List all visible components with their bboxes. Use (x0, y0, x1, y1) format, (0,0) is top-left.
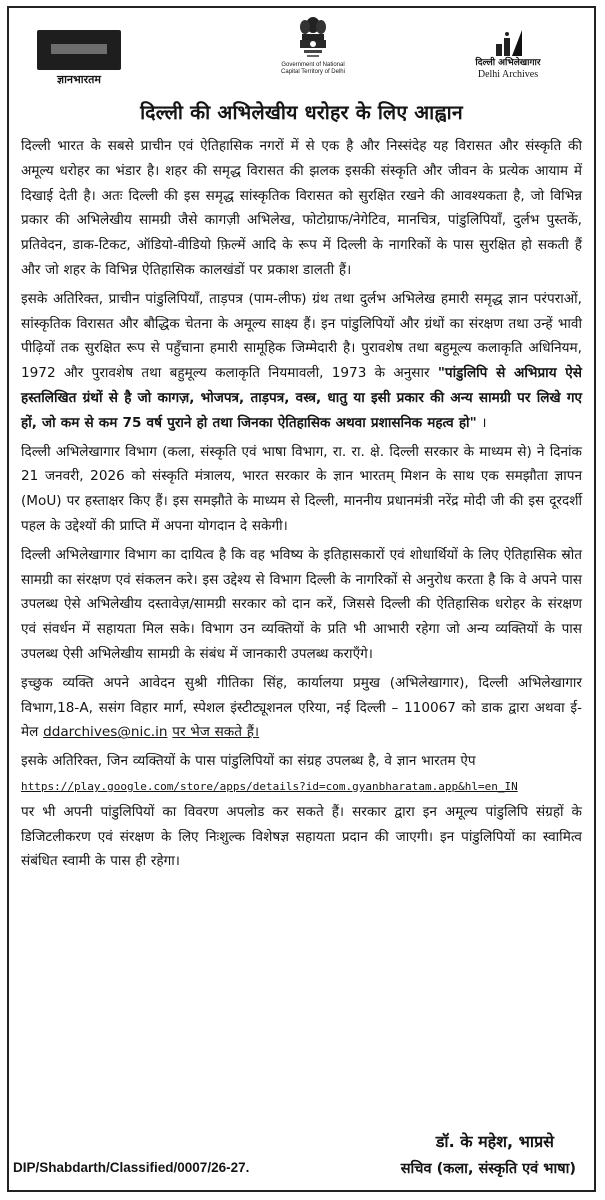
paragraph-5-lead: इच्छुक व्यक्ति अपने आवेदन सुश्री गीतिका सिंह, कार्यालया प्रमुख (अभिलेखागार), दिल्ली अभिलेखागार विभाग,18-A, ससंग विहार मार्ग, स्पेशल इंस्टीट्यूशनल एरिया, नई दिल्ली – 110067 को डाक द्वारा अथवा ई-मेल (21, 674, 582, 741)
gyan-bharatam-logo (37, 30, 121, 86)
paragraph-2-lead: इसके अतिरिक्त, प्राचीन पांडुलिपियाँ, ताड़पत्र (पाम-लीफ) ग्रंथ तथा दुर्लभ अभिलेख हमारी समृद्ध ज्ञान परंपराओं, सांस्कृतिक विरासत और बौद्धिक चेतना के अमूल्य साक्ष्य हैं। इन पांडुलिपियों और ग्रंथों का संरक्षण तथा उन्हें भावी पीढ़ियों तक सुरक्षित रूप से पहुँचाना हमारी सामूहिक जिम्मेदारी है। पुरावशेष तथा बहुमूल्य कलाकृति अधिनियम, 1972 और पुरावशेष तथा बहुमूल्य कलाकृति नियमावली, 1973 के अनुसार (21, 290, 582, 382)
delhi-archives-english: Delhi Archives (477, 69, 539, 80)
paragraph-6-end: पर भी अपनी पांडुलिपियों का विवरण अपलोड कर सकते हैं। सरकार द्वारा इन अमूल्य पांडुलिपि संग्रहों के डिजिटलीकरण एवं संरक्षण के लिए निःशुल्क विशेषज्ञ सहायता प्रदान की जाएगी। इन पांडुलिपियों का स्वामित्व संबंधित स्वामी के पास ही रहेगा। (21, 803, 582, 870)
reference-number: DIP/Shabdarth/Classified/0007/26-27. (13, 1160, 250, 1175)
paragraph-2-end: । (481, 414, 487, 431)
delhi-archives-emblem-icon (494, 30, 522, 56)
delhi-govt-logo (263, 14, 363, 76)
gyan-bharatam-emblem-icon (37, 30, 121, 70)
signatory-role: सचिव (कला, संस्कृति एवं भाषा) (400, 1161, 576, 1177)
paragraph-2 (21, 287, 582, 436)
notice-page (7, 6, 596, 1192)
email-link[interactable]: ddarchives@nic.in (43, 724, 168, 741)
paragraph-6 (21, 749, 582, 874)
notice-body (9, 128, 594, 874)
header (9, 8, 594, 98)
manuscript-definition-quote: "पांडुलिपि से अभिप्राय ऐसे हस्तलिखित ग्रंथों से है जो कागज़, भोजपत्र, ताड़पत्र, वस्त्र, धातु या इसी प्रकार की अन्य सामग्री पर लिखे गए हों, जो कम से कम 75 वर्ष पुराने हो तथा जिनका ऐतिहासिक अथवा प्रशासनिक महत्व हो" (21, 365, 582, 431)
gyan-bharatam-wordmark: ज्ञानभारतम (57, 73, 101, 86)
paragraph-5-end: पर भेज सकते हैं। (172, 724, 260, 741)
paragraph-6-lead: इसके अतिरिक्त, जिन व्यक्तियों के पास पांडुलिपियों का संग्रह उपलब्ध है, वे ज्ञान भारतम ऐप (21, 753, 476, 770)
gyan-bharatam-app-link[interactable]: https://play.google.com/store/apps/details?id=com.gyanbharatam.app&hl=en_IN (21, 779, 518, 793)
delhi-archives-hindi: दिल्ली अभिलेखागार (475, 58, 541, 68)
signatory-name: डॉ. के महेश, भाप्रसे (435, 1132, 554, 1151)
delhi-archives-logo (448, 30, 568, 81)
paragraph-3: दिल्ली अभिलेखागार विभाग (कला, संस्कृति एवं भाषा विभाग, रा. रा. क्षे. दिल्ली सरकार के माध्यम से) ने दिनांक 21 जनवरी, 2026 को संस्कृति मंत्रालय, भारत सरकार के ज्ञान भारतम् मिशन के साथ एक समझौता ज्ञापन (MoU) पर हस्ताक्षर किए हैं। इस समझौते के माध्यम से दिल्ली, माननीय प्रधानमंत्री नरेंद्र मोदी जी की इस दूरदर्शी पहल के उद्देश्यों की प्राप्ति में अपना योगदान दे सकेगी। (21, 443, 582, 534)
govt-name-line-1: Government of National (281, 62, 345, 68)
national-emblem-icon (296, 14, 330, 62)
govt-name-line-2: Capital Territory of Delhi (281, 69, 345, 75)
footer (9, 1130, 594, 1186)
paragraph-4: दिल्ली अभिलेखागार विभाग का दायित्व है कि वह भविष्य के इतिहासकारों एवं शोधार्थियों के लिए ऐतिहासिक स्रोत सामग्री का संरक्षण एवं संकलन करे। इस उद्देश्य से विभाग दिल्ली के नागरिकों से अनुरोध करता है कि वे अपने पास उपलब्ध ऐसे अभिलेखीय दस्तावेज़/सामग्री सरकार को दान करें, जिससे दिल्ली की ऐतिहासिक धरोहर के संरक्षण एवं संवर्धन में सहायता मिल सके। विभाग उन व्यक्तियों के प्रति भी आभारी रहेगा जो अन्य व्यक्तियों के पास उपलब्ध ऐसी अभिलेखीय सामग्री के संबंध में जानकारी उपलब्ध कराएँगे। (21, 546, 582, 662)
paragraph-5 (21, 671, 582, 745)
paragraph-1: दिल्ली भारत के सबसे प्राचीन एवं ऐतिहासिक नगरों में से एक है और निस्संदेह यह विरासत और संस्कृति की अमूल्य धरोहर का भंडार है। शहर की समृद्ध विरासत की झलक इसकी संस्कृति और जीवन के प्रत्येक आयाम में दिखाई देती है। अतः दिल्ली की इस समृद्ध सांस्कृतिक विरासत को सुरक्षित रखने की आवश्यकता है, जो विभिन्न प्रकार की अभिलेखीय सामग्री जैसे कागज़ी अभिलेख, फोटोग्राफ/नेगेटिव, मानचित्र, पांडुलिपियाँ, दुर्लभ पुस्तकें, प्रतिवेदन, डाक-टिकट, ऑडियो-वीडियो फ़िल्में आदि के रूप में दिल्ली के नागरिकों के पास सुरक्षित हो सकती हैं और जो शहर के विभिन्न ऐतिहासिक कालखंडों पर प्रकाश डालती हैं। (21, 138, 582, 278)
notice-title: दिल्ली की अभिलेखीय धरोहर के लिए आह्वान (140, 101, 463, 124)
